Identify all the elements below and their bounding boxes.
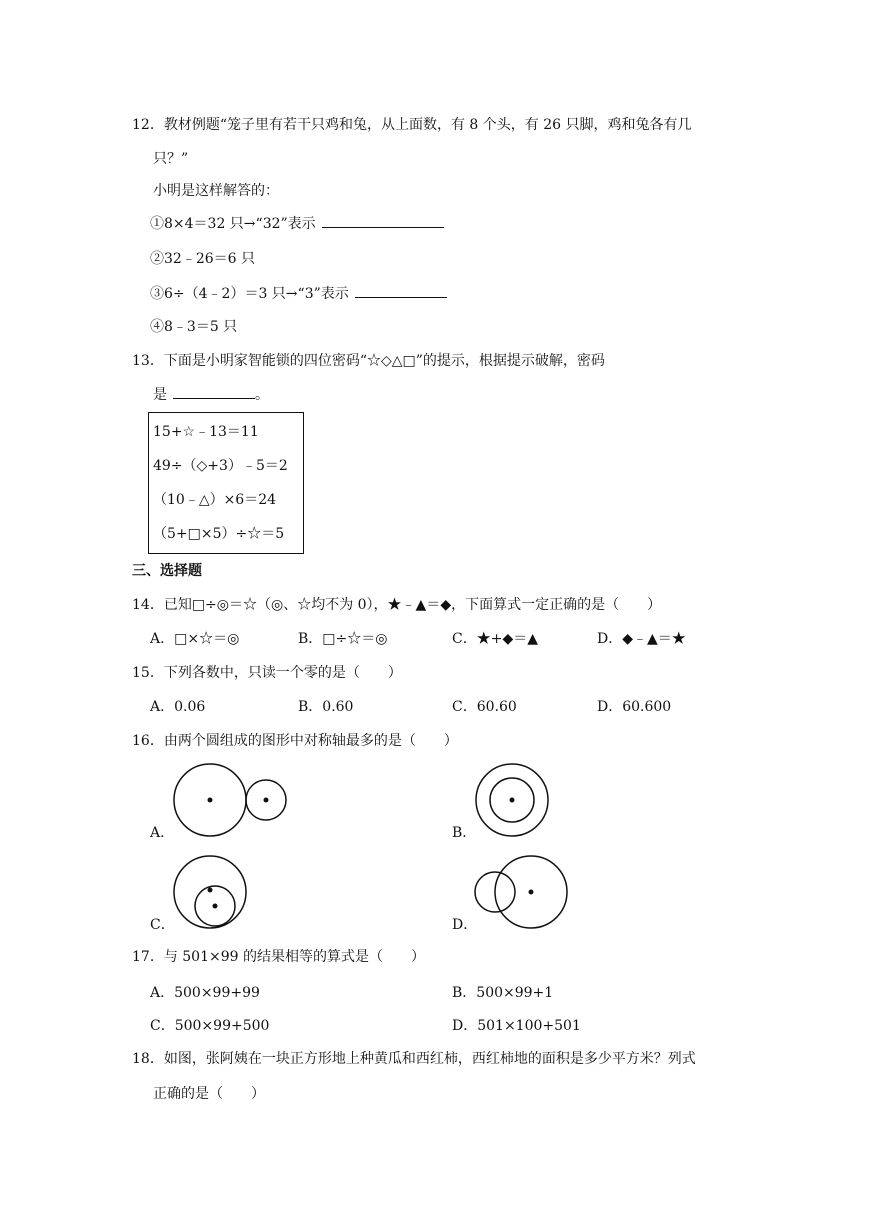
answer-blank[interactable] — [355, 285, 447, 298]
answer-blank[interactable] — [322, 215, 444, 228]
q12-step2: ②32﹣26＝6 只 — [150, 251, 255, 267]
q16-option-d[interactable]: D． — [452, 917, 478, 933]
q14-option-b[interactable]: B．□÷☆＝◎ — [298, 631, 388, 647]
q17-option-c[interactable]: C．500×99+500 — [150, 1018, 270, 1034]
q12-step4: ④8﹣3＝5 只 — [150, 319, 238, 335]
q12-stem-line1: 12．教材例题“笼子里有若干只鸡和兔，从上面数，有 8 个头，有 26 只脚，鸡和兔各有几 — [132, 117, 692, 133]
q12-stem-line2: 只？” — [153, 151, 189, 167]
q12-step3 — [150, 285, 447, 303]
hint-line: （10﹣△）×6＝24 — [153, 492, 277, 508]
two-circles-figure-a[interactable] — [170, 762, 292, 838]
q14-option-a[interactable]: A．□×☆＝◎ — [150, 631, 240, 647]
q16-stem: 16．由两个圆组成的图形中对称轴最多的是（ ） — [132, 733, 458, 749]
q14-option-d[interactable]: D．◆﹣▲＝★ — [597, 631, 686, 647]
q15-stem: 15．下列各数中，只读一个零的是（ ） — [132, 665, 402, 681]
q17-option-d[interactable]: D．501×100+501 — [452, 1018, 581, 1034]
section-heading: 三、选择题 — [132, 563, 202, 579]
hint-line: （5+□×5）÷☆＝5 — [153, 526, 285, 542]
overlapping-circles-figure-d[interactable] — [474, 854, 570, 930]
hint-box — [148, 412, 304, 554]
q15-option-b[interactable]: B．0.60 — [298, 699, 354, 715]
q16-option-c[interactable]: C． — [150, 917, 175, 933]
q18-stem-line2: 正确的是（ ） — [153, 1086, 265, 1102]
q13-prefix: 是 — [153, 387, 167, 403]
q12-intro: 小明是这样解答的： — [153, 183, 279, 199]
hint-line: 49÷（◇+3）﹣5＝2 — [153, 458, 288, 474]
q14-option-c[interactable]: C．★+◆＝▲ — [452, 631, 538, 647]
internally-tangent-circles-figure-c[interactable] — [172, 854, 248, 930]
q14-stem: 14．已知□÷◎＝☆（◎、☆均不为 0），★﹣▲＝◆，下面算式一定正确的是（ ） — [132, 597, 662, 613]
q15-option-d[interactable]: D．60.600 — [597, 699, 672, 715]
q13-stem-line1: 13．下面是小明家智能锁的四位密码“☆◇△□”的提示，根据提示破解，密码 — [132, 353, 605, 369]
q17-option-a[interactable]: A．500×99+99 — [150, 985, 260, 1001]
q16-option-a[interactable]: A． — [150, 825, 175, 841]
q17-option-b[interactable]: B．500×99+1 — [452, 985, 554, 1001]
q13-stem-line2 — [153, 386, 269, 404]
q15-option-a[interactable]: A．0.06 — [150, 699, 206, 715]
q15-option-c[interactable]: C．60.60 — [452, 699, 517, 715]
q18-stem-line1: 18．如图，张阿姨在一块正方形地上种黄瓜和西红柿，西红柿地的面积是多少平方米？列式 — [132, 1051, 696, 1067]
q16-option-b[interactable]: B． — [452, 825, 477, 841]
q17-stem: 17．与 501×99 的结果相等的算式是（ ） — [132, 949, 425, 965]
answer-blank[interactable] — [173, 386, 255, 399]
concentric-circles-figure-b[interactable] — [474, 762, 550, 838]
hint-line: 15+☆﹣13＝11 — [153, 424, 259, 440]
q12-step1-text: ①8×4＝32 只→“32”表示 — [150, 216, 316, 232]
q12-step1 — [150, 215, 444, 233]
q13-suffix: 。 — [255, 387, 269, 403]
q12-step3-text: ③6÷（4﹣2）＝3 只→“3”表示 — [150, 286, 349, 302]
